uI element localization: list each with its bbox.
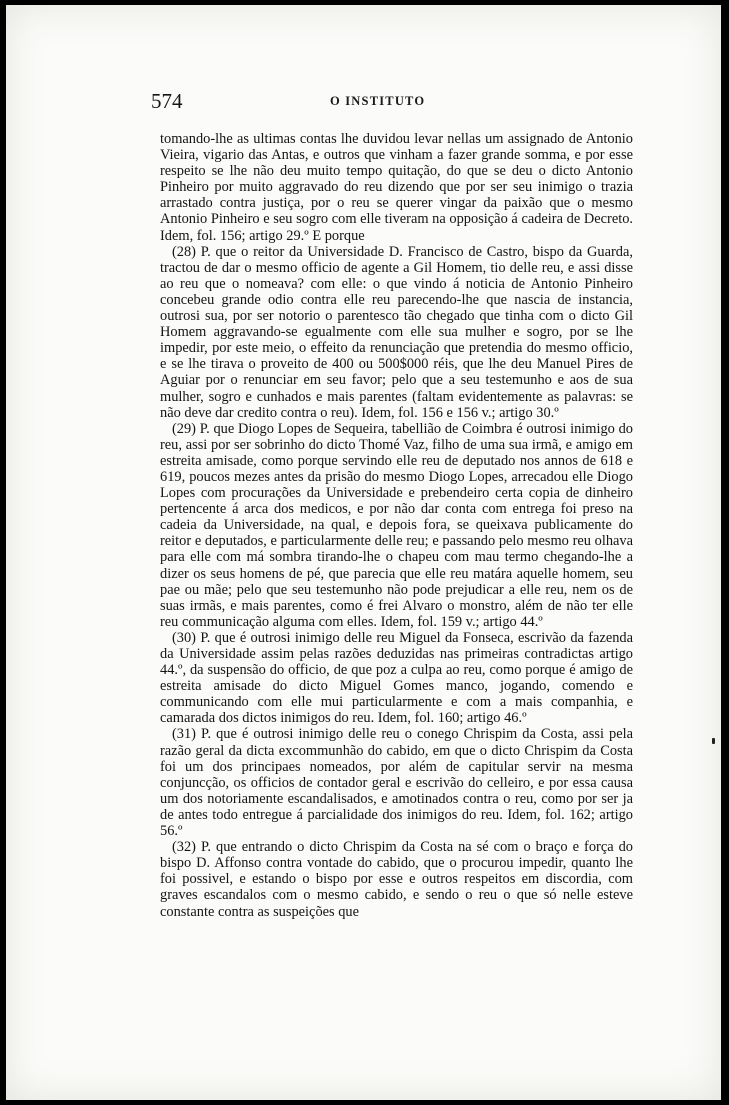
paragraph-32: (32) P. que entrando o dicto Chrispim da Costa na sé com o braço e força do bispo D. Affonso contra vontade do cabido, que o procurou impedir, quanto lhe foi possivel, e estando o bispo por esse e outros respeitos em discordia, com graves escandalos com o mesmo cabido, e sendo o reu o que só nelle esteve constante contra as suspeições que: [160, 839, 633, 920]
paragraph-continuation: tomando-lhe as ultimas contas lhe duvidou levar nellas um assignado de Antonio Vieira, vigario das Antas, e outros que vinham a fazer grande somma, e por esse respeito se lhe não deu muito tempo quitação, do que se deu o dicto Antonio Pinheiro por muito aggravado do reu dizendo que por ser seu inimigo o trazia arrastado contra justiça, por o reu se querer vingar da paixão que o mesmo Antonio Pinheiro e seu sogro com elle tiveram na opposição á cadeira de Decreto. Idem, fol. 156; artigo 29.º E porque: [160, 131, 633, 244]
body-text: [160, 131, 633, 920]
page-header: [6, 89, 721, 113]
running-head: O INSTITUTO: [330, 94, 426, 108]
ink-speck: [712, 738, 715, 744]
scanned-page: [6, 5, 721, 1100]
page-number: 574: [151, 89, 183, 113]
paragraph-30: (30) P. que é outrosi inimigo delle reu Miguel da Fonseca, escrivão da fazenda da Universidade assim pelas razões deduzidas nas primeiras contradictas artigo 44.º, da suspensão do officio, de que poz a culpa ao reu, como porque é amigo de estreita amisade do dicto Miguel Gomes manco, jogando, comendo e communicando com elle mui particularmente e com a mais companhia, e camarada dos dictos inimigos do reu. Idem, fol. 160; artigo 46.º: [160, 629, 633, 727]
paragraph-29: (29) P. que Diogo Lopes de Sequeira, tabellião de Coimbra é outrosi inimigo do reu, assi por ser sobrinho do dicto Thomé Vaz, filho de uma sua irmã, e amigo em estreita amisade, como porque servindo elle reu de deputado nos annos de 618 e 619, poucos mezes antes da prisão do mesmo Diogo Lopes, arrecadou elle Diogo Lopes com procurações da Universidade e prebendeiro certa copia de dinheiro pertencente á arca dos medicos, e por não dar conta com entrega foi preso na cadeia da Universidade, na qual, e depois fora, se queixava publicamente do reitor e deputados, e particularmente delle reu; e passando pelo mesmo reu olhava para elle com má sombra tirando-lhe o chapeu com mau termo chegando-lhe a dizer os seus homens de pé, que parecia que elle reu matára aquelle homem, seu pae ou mãe; pelo que seu testemunho não pode prejudicar a elle reu, nem os de suas irmãs, e mais parentes, como é frei Alvaro o monstro, além de não ter elle reu communicação alguma com elles. Idem, fol. 159 v.; artigo 44.º: [160, 420, 633, 630]
paragraph-31: (31) P. que é outrosi inimigo delle reu o conego Chrispim da Costa, assi pela razão geral da dicta excommunhão do cabido, em que o dicto Chrispim da Costa foi um dos principaes nomeados, por além de capitular servir na mesma conjuncção, os officios de contador geral e escrivão do celleiro, e por essa causa um dos notoriamente escandalisados, e amotinados contra o reu, como por ser ja de antes todo entregue á parcialidade dos inimigos do reu. Idem, fol. 162; artigo 56.º: [160, 726, 633, 840]
paragraph-28: (28) P. que o reitor da Universidade D. Francisco de Castro, bispo da Guarda, tractou de dar o mesmo officio de agente a Gil Homem, tio delle reu, e assi disse ao reu que o nomeava? com elle: o que vindo á noticia de Antonio Pinheiro concebeu grande odio contra elle reu parecendo-lhe que nascia de instancia, outrosi sua, por ser notorio o parentesco tão chegado que tinha com o dicto Gil Homem aggravando-se egualmente com elle sua mulher e sogro, por se lhe impedir, por este meio, o effeito da renunciação que pretendia do mesmo officio, e se lhe tirava o proveito de 400 ou 500$000 réis, que lhe deu Manuel Pires de Aguiar por o renunciar em seu favor; pelo que a seu testemunho e aos de sua mulher, sogro e cunhados e mais parentes (faltam evidentemente as palavras: se não deve dar credito contra o reu). Idem, fol. 156 e 156 v.; artigo 30.º: [160, 243, 633, 421]
